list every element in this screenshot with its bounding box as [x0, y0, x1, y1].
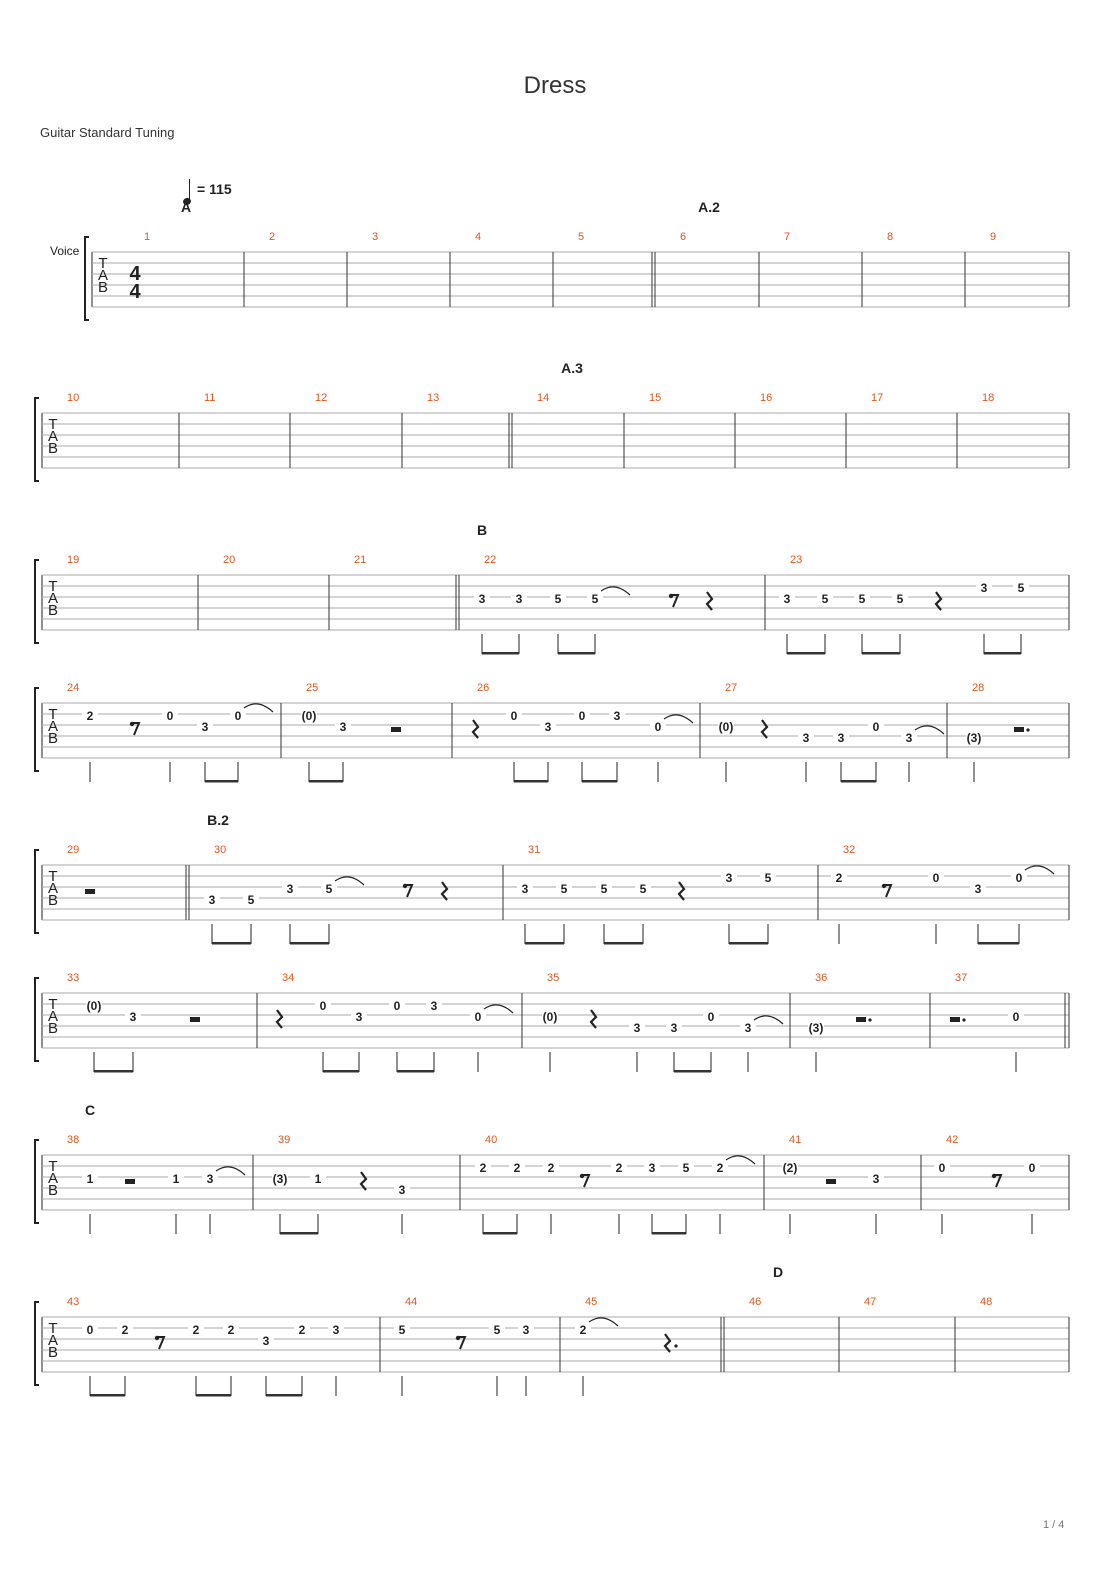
section-label: B: [476, 522, 488, 538]
system-brace: [35, 1140, 39, 1223]
tab-clef-letter: B: [97, 279, 109, 296]
fret-number: 3: [355, 1010, 363, 1024]
note-beam: [94, 1070, 133, 1073]
measure-number: 20: [223, 554, 236, 566]
fret-number: 3: [633, 1021, 641, 1035]
fret-number: 0: [510, 709, 518, 723]
half-rest-icon: [85, 889, 95, 894]
fret-number: 5: [764, 871, 772, 885]
fret-number: 5: [639, 882, 647, 896]
tempo-value: = 115: [197, 181, 232, 197]
fret-number: 2: [192, 1323, 200, 1337]
measure-number: 33: [67, 972, 80, 984]
note-beam: [582, 780, 617, 783]
measure-number: 18: [982, 392, 995, 404]
note-beam: [729, 942, 768, 945]
measure-number: 2: [269, 231, 276, 243]
fret-number: 5: [493, 1323, 501, 1337]
fret-number: (3): [272, 1172, 288, 1186]
fret-number: 3: [783, 592, 791, 606]
section-label: A.3: [561, 360, 583, 376]
fret-number: 0: [474, 1010, 482, 1024]
measure-number: 19: [67, 554, 80, 566]
measure-number: 28: [972, 682, 985, 694]
tab-clef-letter: T: [48, 416, 58, 433]
tab-clef-letter: B: [47, 602, 59, 619]
tab-clef-letter: A: [47, 1008, 59, 1025]
quarter-rest-icon: [762, 720, 767, 738]
fret-number: 3: [802, 731, 810, 745]
measure-number: 16: [760, 392, 773, 404]
tab-clef-letter: A: [97, 267, 109, 284]
tab-clef-letter: T: [48, 1158, 58, 1175]
fret-number: 3: [398, 1183, 406, 1197]
tab-system: [35, 1140, 1069, 1223]
measure-number: 24: [67, 682, 80, 694]
fret-number: 0: [1015, 871, 1023, 885]
eighth-rest-dot-icon: [130, 722, 134, 726]
measure-number: 30: [214, 844, 227, 856]
fret-number: (0): [86, 999, 102, 1013]
tab-clef-letter: B: [47, 730, 59, 747]
quarter-rest-icon: [473, 720, 478, 738]
note-beam: [205, 780, 238, 783]
measure-number: 14: [537, 392, 550, 404]
eighth-rest-dot-icon: [992, 1174, 996, 1178]
tab-clef-letter: T: [98, 255, 108, 272]
fret-number: 2: [298, 1323, 306, 1337]
measure-number: 48: [980, 1296, 993, 1308]
tie-arc: [244, 704, 273, 712]
section-label: A: [180, 199, 192, 215]
tab-system: [35, 1302, 1069, 1385]
fret-number: 2: [615, 1161, 623, 1175]
fret-number: 3: [670, 1021, 678, 1035]
half-rest-icon: [826, 1179, 836, 1184]
quarter-rest-icon: [277, 1010, 282, 1028]
half-rest-icon: [950, 1017, 960, 1022]
tab-clef-letter: B: [47, 1182, 59, 1199]
eighth-rest-dot-icon: [882, 884, 886, 888]
note-beam: [266, 1394, 302, 1397]
measure-number: 34: [282, 972, 295, 984]
measure-number: 42: [946, 1134, 959, 1146]
tab-clef-letter: B: [47, 440, 59, 457]
fret-number: 0: [578, 709, 586, 723]
note-beam: [674, 1070, 711, 1073]
tab-clef-letter: A: [47, 880, 59, 897]
fret-number: 5: [821, 592, 829, 606]
note-beam: [397, 1070, 434, 1073]
fret-number: 3: [201, 720, 209, 734]
fret-number: 1: [314, 1172, 322, 1186]
tie-arc: [216, 1167, 245, 1175]
measure-number: 46: [749, 1296, 762, 1308]
note-beam: [787, 652, 825, 655]
fret-number: 3: [208, 893, 216, 907]
fret-number: (0): [301, 709, 317, 723]
rest-dot-icon: [674, 1344, 677, 1347]
note-beam: [862, 652, 900, 655]
tab-clef-letter: B: [47, 1344, 59, 1361]
fret-number: 1: [172, 1172, 180, 1186]
system-brace: [35, 398, 39, 481]
fret-number: 2: [86, 709, 94, 723]
tab-clef-letter: A: [47, 1332, 59, 1349]
measure-number: 22: [484, 554, 497, 566]
fret-number: 0: [872, 720, 880, 734]
eighth-rest-dot-icon: [403, 884, 407, 888]
note-beam: [483, 1232, 517, 1235]
measure-number: 41: [789, 1134, 802, 1146]
measure-number: 38: [67, 1134, 80, 1146]
fret-number: 3: [725, 871, 733, 885]
system-brace: [35, 850, 39, 933]
fret-number: 2: [479, 1161, 487, 1175]
track-name: Voice: [50, 244, 80, 258]
quarter-rest-icon: [591, 1010, 596, 1028]
measure-number: 25: [306, 682, 319, 694]
measure-number: 8: [887, 231, 894, 243]
fret-number: 3: [515, 592, 523, 606]
fret-number: 5: [554, 592, 562, 606]
fret-number: 3: [544, 720, 552, 734]
eighth-rest-dot-icon: [456, 1336, 460, 1340]
section-label: A.2: [698, 199, 720, 215]
measure-number: 23: [790, 554, 803, 566]
fret-number: 3: [286, 882, 294, 896]
system-brace: [85, 237, 89, 320]
tie-arc: [664, 715, 693, 723]
measure-number: 13: [427, 392, 440, 404]
fret-number: 5: [858, 592, 866, 606]
section-label: D: [772, 1264, 784, 1280]
tab-clef-letter: T: [48, 868, 58, 885]
rest-dot-icon: [1026, 728, 1029, 731]
measure-number: 27: [725, 682, 738, 694]
half-rest-icon: [391, 727, 401, 732]
measure-number: 37: [955, 972, 968, 984]
tab-clef-letter: T: [48, 1320, 58, 1337]
fret-number: 2: [835, 871, 843, 885]
measure-number: 15: [649, 392, 662, 404]
quarter-rest-icon: [665, 1334, 670, 1352]
measure-number: 3: [372, 231, 379, 243]
system-brace: [35, 1302, 39, 1385]
note-beam: [309, 780, 343, 783]
fret-number: 0: [707, 1010, 715, 1024]
tie-arc: [754, 1016, 783, 1024]
measure-number: 17: [871, 392, 884, 404]
fret-number: 3: [478, 592, 486, 606]
system-brace: [35, 688, 39, 771]
tuning-label: Guitar Standard Tuning: [40, 125, 175, 140]
fret-number: (0): [542, 1010, 558, 1024]
measure-number: 40: [485, 1134, 498, 1146]
measure-number: 10: [67, 392, 80, 404]
note-beam: [604, 942, 643, 945]
fret-number: 3: [339, 720, 347, 734]
rest-dot-icon: [868, 1018, 871, 1021]
tab-clef-letter: A: [47, 428, 59, 445]
fret-number: 5: [560, 882, 568, 896]
measure-number: 26: [477, 682, 490, 694]
note-beam: [280, 1232, 318, 1235]
note-beam: [482, 652, 519, 655]
fret-number: (2): [782, 1161, 798, 1175]
tab-clef-letter: T: [48, 996, 58, 1013]
note-beam: [558, 652, 595, 655]
fret-number: 0: [1012, 1010, 1020, 1024]
quarter-rest-icon: [442, 882, 447, 900]
fret-number: 5: [325, 882, 333, 896]
fret-number: 3: [430, 999, 438, 1013]
fret-number: 3: [905, 731, 913, 745]
measure-number: 29: [67, 844, 80, 856]
rest-dot-icon: [962, 1018, 965, 1021]
measure-number: 1: [144, 231, 151, 243]
fret-number: 0: [234, 709, 242, 723]
fret-number: (0): [718, 720, 734, 734]
note-beam: [323, 1070, 359, 1073]
fret-number: 1: [86, 1172, 94, 1186]
fret-number: 3: [206, 1172, 214, 1186]
tab-clef-letter: T: [48, 578, 58, 595]
fret-number: 3: [129, 1010, 137, 1024]
fret-number: 0: [166, 709, 174, 723]
fret-number: 2: [121, 1323, 129, 1337]
tab-clef-letter: A: [47, 590, 59, 607]
note-beam: [290, 942, 329, 945]
fret-number: 2: [547, 1161, 555, 1175]
tab-clef-letter: A: [47, 718, 59, 735]
measure-number: 7: [784, 231, 791, 243]
quarter-rest-icon: [707, 592, 712, 610]
fret-number: 3: [262, 1334, 270, 1348]
fret-number: 3: [522, 1323, 530, 1337]
measure-number: 11: [204, 392, 216, 404]
measure-number: 32: [843, 844, 856, 856]
fret-number: 2: [513, 1161, 521, 1175]
eighth-rest-dot-icon: [580, 1174, 584, 1178]
note-beam: [978, 942, 1019, 945]
measure-number: 36: [815, 972, 828, 984]
tab-system: [35, 398, 1069, 481]
tab-system: [85, 237, 1069, 320]
measure-number: 47: [864, 1296, 877, 1308]
fret-number: 3: [744, 1021, 752, 1035]
quarter-rest-icon: [361, 1172, 366, 1190]
section-label: C: [84, 1102, 96, 1118]
tab-clef-letter: B: [47, 892, 59, 909]
fret-number: 5: [600, 882, 608, 896]
measure-number: 45: [585, 1296, 598, 1308]
tie-arc: [484, 1005, 513, 1013]
fret-number: 2: [227, 1323, 235, 1337]
fret-number: (3): [966, 731, 982, 745]
measure-number: 43: [67, 1296, 80, 1308]
fret-number: 5: [1017, 581, 1025, 595]
fret-number: 0: [654, 720, 662, 734]
fret-number: 3: [872, 1172, 880, 1186]
fret-number: 5: [247, 893, 255, 907]
fret-number: 0: [86, 1323, 94, 1337]
measure-number: 9: [990, 231, 997, 243]
half-rest-icon: [125, 1179, 135, 1184]
fret-number: 0: [1028, 1161, 1036, 1175]
fret-number: 0: [319, 999, 327, 1013]
tab-clef-letter: B: [47, 1020, 59, 1037]
system-brace: [35, 978, 39, 1061]
tie-arc: [726, 1156, 755, 1164]
tie-arc: [601, 587, 630, 595]
half-rest-icon: [856, 1017, 866, 1022]
eighth-rest-dot-icon: [155, 1336, 159, 1340]
note-beam: [212, 942, 251, 945]
score-title: Dress: [523, 72, 587, 99]
note-beam: [652, 1232, 686, 1235]
tie-arc: [915, 726, 944, 734]
tab-system: [35, 850, 1069, 933]
measure-number: 5: [578, 231, 585, 243]
fret-number: 3: [332, 1323, 340, 1337]
measure-number: 31: [528, 844, 541, 856]
time-signature-top: 4: [129, 263, 141, 285]
tie-arc: [335, 877, 364, 885]
fret-number: 2: [716, 1161, 724, 1175]
fret-number: 5: [896, 592, 904, 606]
note-beam: [841, 780, 876, 783]
tie-arc: [1025, 866, 1054, 874]
fret-number: 0: [393, 999, 401, 1013]
measure-number: 4: [475, 231, 482, 243]
note-beam: [90, 1394, 125, 1397]
fret-number: 5: [591, 592, 599, 606]
section-label: B.2: [207, 812, 229, 828]
fret-number: 5: [682, 1161, 690, 1175]
measure-number: 6: [680, 231, 687, 243]
tie-arc: [589, 1318, 618, 1326]
measure-number: 21: [354, 554, 367, 566]
fret-number: 5: [398, 1323, 406, 1337]
fret-number: 3: [974, 882, 982, 896]
fret-number: 0: [938, 1161, 946, 1175]
measure-number: 12: [315, 392, 328, 404]
quarter-rest-icon: [679, 882, 684, 900]
fret-number: 3: [648, 1161, 656, 1175]
page-indicator: 1 / 4: [1043, 1519, 1065, 1531]
eighth-rest-dot-icon: [669, 594, 673, 598]
time-signature-bottom: 4: [129, 281, 141, 303]
fret-number: 2: [579, 1323, 587, 1337]
fret-number: 3: [980, 581, 988, 595]
system-brace: [35, 560, 39, 643]
note-beam: [196, 1394, 231, 1397]
fret-number: 3: [837, 731, 845, 745]
measure-number: 39: [278, 1134, 291, 1146]
measure-number: 44: [405, 1296, 418, 1308]
tab-clef-letter: T: [48, 706, 58, 723]
half-rest-icon: [1014, 727, 1024, 732]
tab-clef-letter: A: [47, 1170, 59, 1187]
fret-number: 3: [521, 882, 529, 896]
measure-number: 35: [547, 972, 560, 984]
note-beam: [984, 652, 1021, 655]
note-beam: [525, 942, 564, 945]
half-rest-icon: [190, 1017, 200, 1022]
note-beam: [514, 780, 548, 783]
fret-number: (3): [808, 1021, 824, 1035]
quarter-rest-icon: [936, 592, 941, 610]
fret-number: 3: [613, 709, 621, 723]
fret-number: 0: [932, 871, 940, 885]
